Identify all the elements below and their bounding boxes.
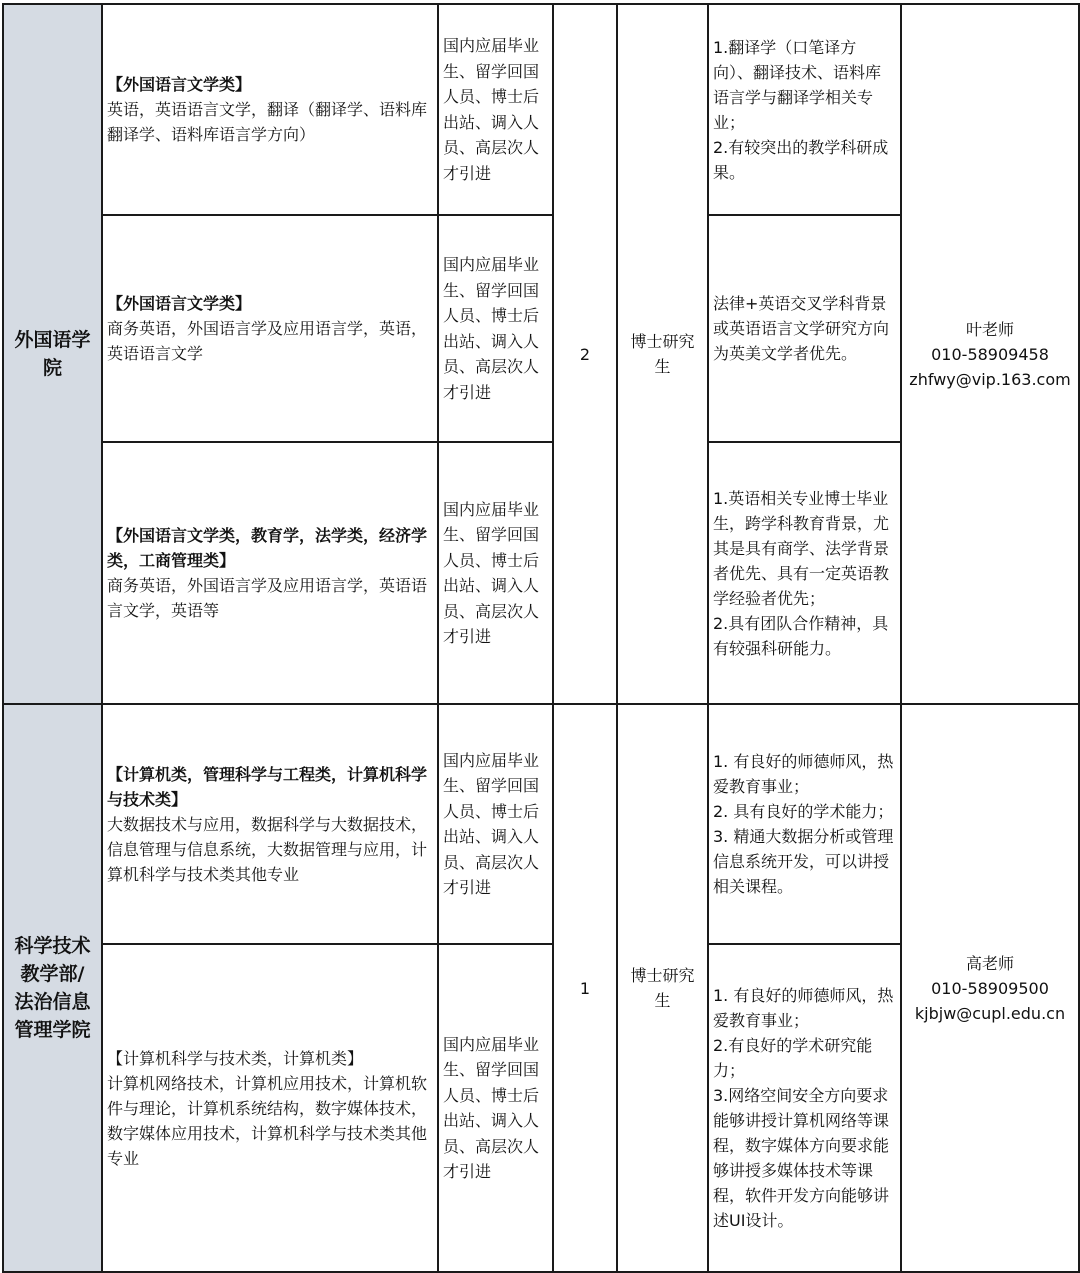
department-line: 科学技术 — [14, 935, 91, 957]
contact-email: kjbjw@cupl.edu.cn — [914, 1003, 1066, 1023]
source-cell: 国内应届毕业生、留学回国人员、博士后出站、调入人员、高层次人才引进 — [438, 215, 553, 442]
contact-phone: 010-58909458 — [931, 344, 1049, 364]
source-cell: 国内应届毕业生、留学回国人员、博士后出站、调入人员、高层次人才引进 — [438, 944, 553, 1272]
requirement-item: 1. 有良好的师德师风，热爱教育事业； — [713, 752, 894, 796]
count-cell: 1 — [553, 704, 617, 1272]
degree-cell — [617, 704, 708, 1272]
major-list: 英语，英语语言文学，翻译（翻译学、语料库翻译学、语料库语言学方向） — [107, 100, 428, 144]
recruitment-table — [2, 3, 1080, 1273]
department-line: 法治信息 — [14, 991, 91, 1013]
major-category: 【外国语言文学类】 — [107, 294, 252, 313]
major-category: 【外国语言文学类，教育学，法学类，经济学类，工商管理类】 — [107, 526, 428, 570]
degree-cell — [617, 4, 708, 704]
requirement-item: 3. 精通大数据分析或管理信息系统开发，可以讲授相关课程。 — [713, 827, 894, 896]
degree-line: 生 — [654, 357, 671, 376]
contact-email: zhfwy@vip.163.com — [909, 369, 1071, 389]
source-cell: 国内应届毕业生、留学回国人员、博士后出站、调入人员、高层次人才引进 — [438, 704, 553, 944]
major-category: 【计算机科学与技术类，计算机类】 — [107, 1048, 364, 1068]
requirement-item: 1.翻译学（口笔译方向）、翻译技术、语料库语言学与翻译学相关专业； — [713, 37, 882, 132]
requirements-cell — [708, 704, 901, 944]
requirement-item: 2. 具有良好的学术能力； — [713, 802, 894, 821]
department-line: 教学部/ — [20, 963, 85, 985]
department-line: 管理学院 — [14, 1019, 91, 1041]
department-cell — [3, 704, 102, 1272]
department-line: 外国语学 — [14, 329, 91, 351]
major-cell — [102, 944, 438, 1272]
major-list: 大数据技术与应用，数据科学与大数据技术，信息管理与信息系统，大数据管理与应用，计算机科学与技术类其他专业 — [107, 814, 428, 884]
requirements-cell — [708, 442, 901, 704]
major-list: 计算机网络技术，计算机应用技术，计算机软件与理论，计算机系统结构，数字媒体技术，数字媒体应用技术，计算机科学与技术类其他专业 — [107, 1073, 428, 1168]
major-list: 商务英语，外国语言学及应用语言学，英语语言文学，英语等 — [107, 576, 428, 620]
requirements-cell — [708, 4, 901, 215]
department-cell — [3, 4, 102, 704]
contact-name: 高老师 — [965, 953, 1014, 973]
table-row — [3, 4, 1079, 215]
requirement-item: 2.有较突出的教学科研成果。 — [713, 137, 889, 182]
contact-cell — [901, 4, 1079, 704]
major-category: 【外国语言文学类】 — [107, 75, 252, 94]
department-line: 院 — [42, 357, 62, 379]
table-row — [3, 704, 1079, 944]
source-cell: 国内应届毕业生、留学回国人员、博士后出站、调入人员、高层次人才引进 — [438, 4, 553, 215]
contact-phone: 010-58909500 — [931, 978, 1049, 998]
contact-cell — [901, 704, 1079, 1272]
major-category: 【计算机类，管理科学与工程类，计算机科学与技术类】 — [107, 764, 428, 809]
requirements-cell — [708, 215, 901, 442]
degree-line: 博士研究 — [630, 966, 695, 985]
requirements-cell — [708, 944, 901, 1272]
major-list: 商务英语，外国语言学及应用语言学，英语，英语语言文学 — [107, 319, 428, 363]
source-cell: 国内应届毕业生、留学回国人员、博士后出站、调入人员、高层次人才引进 — [438, 442, 553, 704]
degree-line: 生 — [654, 991, 671, 1010]
degree-line: 博士研究 — [630, 332, 695, 351]
requirement-item: 1.英语相关专业博士毕业生，跨学科教育背景，尤其是具有商学、法学背景者优先、具有一定英语教学经验者优先； — [713, 488, 890, 608]
major-cell — [102, 704, 438, 944]
requirement-item: 法律+英语交叉学科背景或英语语言文学研究方向为英美文学者优先。 — [713, 294, 890, 363]
major-cell — [102, 215, 438, 442]
requirement-item: 2.具有团队合作精神，具有较强科研能力。 — [713, 613, 889, 658]
count-cell: 2 — [553, 4, 617, 704]
major-cell — [102, 4, 438, 215]
requirement-item: 1. 有良好的师德师风，热爱教育事业； — [713, 986, 894, 1030]
major-cell — [102, 442, 438, 704]
requirement-item: 2.有良好的学术研究能力； — [713, 1036, 873, 1080]
contact-name: 叶老师 — [965, 319, 1014, 339]
requirement-item: 3.网络空间安全方向要求能够讲授计算机网络等课程，数字媒体方向要求能够讲授多媒体技术等课程，软件开发方向能够讲述UI设计。 — [713, 1086, 890, 1230]
